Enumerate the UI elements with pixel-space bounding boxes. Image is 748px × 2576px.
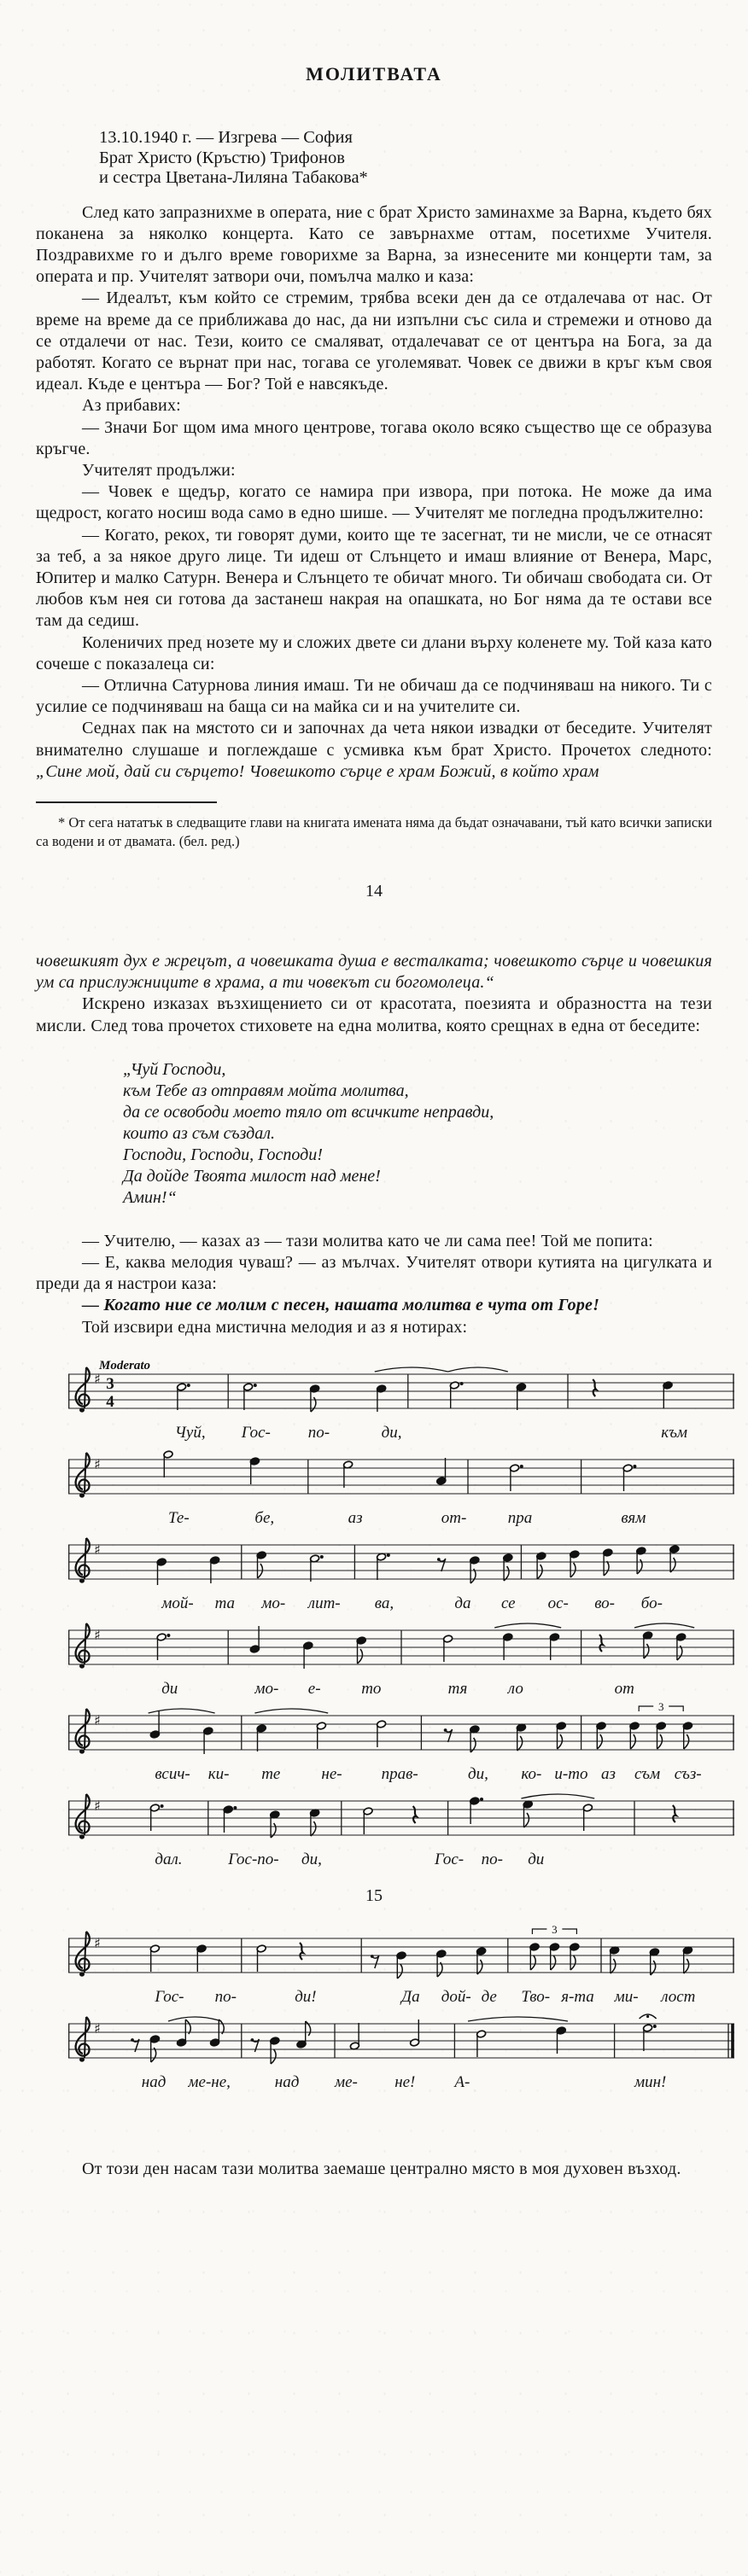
lyric-syllable: и-то (554, 1764, 588, 1783)
lyric-syllable: дал. (155, 1850, 183, 1868)
page-title: МОЛИТВАТА (306, 63, 442, 85)
lyric-syllable: ди, (301, 1850, 322, 1868)
lyric-syllable: вям (621, 1508, 646, 1527)
note (650, 1948, 660, 1975)
note (310, 1554, 324, 1582)
lyric-syllable: та (214, 1594, 236, 1612)
lyric-syllable: ме-не, (188, 2072, 231, 2091)
quarter-rest-icon (593, 1379, 596, 1396)
treble-clef-icon (76, 1932, 90, 1971)
text-run: Седнах пак на мястото си и започнах да чета някои извадки от беседите. Учителят внимателно слушаше и поглеждаше с усмивка към брат Христо. Прочетох следното: (36, 719, 712, 760)
paragraph (36, 460, 712, 481)
music-system-svg (68, 1446, 734, 1509)
paragraph (36, 525, 712, 632)
treble-clef-icon (76, 2017, 90, 2056)
triplet-number: 3 (552, 1924, 558, 1936)
note (470, 1725, 480, 1752)
lyric-syllable: ми- (614, 1987, 639, 2006)
lyric-syllable: не- (321, 1764, 342, 1783)
session-person-1: Брат Христо (Кръстю) Трифонов (99, 148, 345, 167)
note (377, 1553, 390, 1580)
quarter-rest-icon (673, 1805, 676, 1822)
note (243, 1383, 257, 1410)
text-run: Той изсвири една мистична мелодия и аз я нотирах: (82, 1317, 468, 1337)
note (363, 1807, 373, 1834)
paragraph (36, 675, 712, 718)
lyric-syllable: Гос- (435, 1850, 465, 1868)
text-run: — Значи Бог щом има много центрове, тогава около всяко същество ще се образува кръгче. (36, 417, 712, 458)
treble-clef-icon (76, 1623, 90, 1663)
lyric-syllable: ди (528, 1850, 545, 1868)
text-run: „Сине мой, дай си сърцето! Човешкото сърце е храм Божий, в който храм (36, 761, 599, 781)
lyric-syllable: пра (507, 1508, 533, 1527)
lyric-syllable: по- (481, 1850, 503, 1868)
lyric-syllable: де (481, 1987, 497, 2006)
note (503, 1553, 513, 1581)
lyric-syllable: я-та (561, 1987, 594, 2006)
treble-clef-icon (76, 1794, 90, 1833)
page-content (0, 63, 748, 2180)
quarter-rest-icon (599, 1635, 603, 1652)
note (296, 2021, 311, 2049)
page15-body-top (36, 951, 712, 1037)
sharp-icon: ♯ (94, 1626, 101, 1643)
lyric-syllable: от- (441, 1508, 467, 1527)
sharp-icon: ♯ (94, 1455, 101, 1472)
note (636, 1547, 646, 1574)
music-system-svg (68, 1702, 734, 1765)
note (396, 1951, 406, 1979)
slur (168, 2017, 221, 2021)
treble-clef-icon (76, 1367, 90, 1407)
note (163, 1450, 173, 1477)
lyric-syllable: Гос- (241, 1423, 271, 1442)
note (270, 1810, 280, 1838)
text-run: Коленичих пред нозете му и сложих двете си длани върху коленете му. Той каза като сочеше с показалеца си: (36, 632, 712, 673)
lyric-syllable: от (614, 1679, 634, 1698)
slur (149, 1709, 215, 1713)
closing-paragraph-wrap (36, 2159, 712, 2180)
note (610, 1946, 620, 1973)
note (643, 1631, 653, 1658)
session-date-line: 13.10.1940 г. — Изгрева — София (99, 128, 353, 147)
note (270, 2037, 280, 2064)
lyric-line (68, 1594, 734, 1615)
paragraph (36, 417, 712, 460)
lyric-syllable: Гос- (155, 1987, 184, 2006)
music-system (68, 1446, 734, 1530)
note (536, 1552, 546, 1579)
lyric-line (68, 1680, 734, 1700)
lyric-syllable: над (274, 2072, 300, 2091)
lyric-syllable: мин! (634, 2072, 667, 2091)
text-run: Искрено изказах възхищението си от красотата, поезията и образността на тези мисли. След това прочетох стиховете на една молитва, която срещнах в една от беседите: (36, 994, 712, 1035)
lyric-syllable: прав- (381, 1764, 418, 1783)
lyric-syllable: ди (161, 1679, 178, 1698)
note (622, 1464, 636, 1491)
note (443, 1635, 453, 1662)
lyric-syllable: ди! (295, 1987, 317, 2006)
slur (254, 1709, 328, 1713)
sharp-icon: ♯ (94, 1711, 101, 1728)
paragraph (36, 2159, 712, 2180)
slur (494, 1623, 561, 1628)
lyric-syllable: лост (661, 1987, 696, 2006)
lyric-line (68, 1765, 734, 1786)
text-run: човешкият дух е жрецът, а човешката душа е весталката; човешкото сърце и човешкия ум са прислужниците в храма, а ти човекът си богомолеца.“ (36, 951, 712, 993)
sharp-icon: ♯ (94, 1797, 101, 1814)
paragraph (36, 395, 712, 417)
music-system (68, 1531, 734, 1615)
lyric-syllable: бе, (254, 1508, 275, 1527)
note (523, 1800, 533, 1827)
note (436, 1458, 447, 1485)
page15-body-dialogue (36, 1231, 712, 1338)
music-system (68, 1702, 734, 1786)
music-system (68, 2010, 734, 2094)
lyric-syllable: ме- (335, 2072, 358, 2091)
sheet-music-block-2 (68, 1925, 734, 2094)
lyric-syllable: съм (634, 1764, 661, 1783)
lyric-syllable: се (501, 1594, 516, 1612)
lyric-syllable: ко- (521, 1764, 542, 1783)
footnote: * От сега нататък в следващите глави на книгата имената няма да бъдат означавани, тъй като всички записки са водени и от двамата. (бел. ред.) (36, 813, 712, 849)
lyric-syllable: А- (454, 2072, 470, 2091)
session-person-2: и сестра Цветана-Лиляна Табакова* (99, 168, 368, 187)
lyric-line (68, 1988, 734, 2008)
text-run: — Отлична Сатурнова линия имаш. Ти не обичаш да се подчиняваш на никого. Ти с усилие се подчиняваш на баща си на майка си и на учителите си. (36, 675, 712, 717)
lyric-syllable: во- (594, 1594, 616, 1612)
slur (468, 2017, 568, 2021)
paragraph (36, 481, 712, 524)
page-number-15: 15 (365, 1885, 383, 1905)
note (556, 1722, 566, 1749)
note (250, 1457, 260, 1484)
note (663, 1381, 673, 1408)
note (476, 2030, 487, 2057)
lyric-syllable: ло (507, 1679, 523, 1698)
lyric-syllable: ки- (207, 1764, 230, 1783)
lyric-syllable: то (361, 1679, 382, 1698)
tempo-marking: Moderato (99, 1360, 150, 1373)
footnote-separator (36, 801, 217, 803)
note (683, 1946, 693, 1973)
lyric-syllable: аз (601, 1764, 616, 1783)
paragraph (36, 288, 712, 395)
slur (634, 1623, 694, 1628)
note (470, 1797, 483, 1824)
lyric-syllable: мо- (261, 1594, 286, 1612)
text-run: Аз прибавих: (82, 396, 181, 416)
lyric-syllable: лит- (307, 1594, 341, 1612)
note (683, 1722, 693, 1749)
note (177, 1383, 190, 1410)
note (450, 1381, 464, 1408)
lyric-line (68, 2073, 734, 2094)
lyric-syllable: ва, (374, 1594, 394, 1612)
note (570, 1550, 580, 1577)
music-system-svg (68, 1787, 734, 1850)
text-run: — Когато, рекох, ти говорят думи, които ще те засегнат, ти не мисли, че се отнасят за теб, а за някое друго лице. Ти идеш от Слънцето и имаш влияние от Венера, Марс, Юпитер и малко Сатурн. Венера и Слънцето те обичат много. Ти обичаш свободата си. От любов към нея си готова да застанеш накрая на опашката, но Бог няма да те остави все там да седиш. (36, 525, 712, 631)
note (343, 1460, 354, 1488)
lyric-syllable: ос- (547, 1594, 569, 1612)
lyric-syllable: Чуй, (174, 1423, 206, 1442)
sharp-icon: ♯ (94, 1934, 101, 1951)
poem-line: Господи, Господи, Господи! (123, 1145, 323, 1164)
paragraph (36, 718, 712, 783)
quarter-rest-icon (413, 1806, 417, 1823)
lyric-line (68, 1850, 734, 1871)
lyric-syllable: да (454, 1594, 471, 1612)
text-run: — Учителю, — казах аз — тази молитва като че ли сама пее! Той ме попита: (82, 1231, 653, 1250)
lyric-syllable: по- (214, 1987, 237, 2006)
note (550, 1943, 560, 1970)
music-system (68, 1361, 734, 1444)
paragraph (36, 1295, 712, 1316)
note (310, 1384, 320, 1412)
sharp-icon: ♯ (94, 1541, 101, 1558)
lyric-syllable: дой- (441, 1987, 471, 2006)
lyric-syllable: ди, (381, 1423, 402, 1442)
lyric-line (68, 1509, 734, 1530)
poem-line: към Тебе аз отправям мойта молитва, (123, 1081, 409, 1100)
note (476, 1947, 487, 1974)
text-run: — Човек е щедър, когато се намира при извора, при потока. Не може да има щедрост, когато носиш вода само в едно шише. — Учителят ме погледна продължително: (36, 482, 712, 523)
note (196, 1944, 207, 1972)
music-system-svg (68, 1617, 734, 1680)
text-run: — Е, каква мелодия чуваш? — аз мълчах. Учителят отвори кутията на цигулката и преди да я настрои каза: (36, 1253, 712, 1294)
note (529, 1943, 540, 1970)
poem-line: Да дойде Твоята милост над мене! (123, 1166, 381, 1186)
eighth-rest-icon (437, 1558, 446, 1571)
text-run: — Когато ние се молим с песен, нашата молитва е чута от Горе! (82, 1296, 600, 1315)
note (256, 1551, 266, 1578)
paragraph (36, 202, 712, 288)
note (156, 1558, 167, 1585)
lyric-syllable: Да (401, 1987, 420, 2006)
note (629, 1722, 640, 1749)
lyric-syllable: по- (307, 1423, 330, 1442)
note (256, 1724, 266, 1751)
lyric-syllable: те (261, 1764, 281, 1783)
quarter-rest-icon (300, 1943, 303, 1960)
text-run: След като запразнихме в операта, ние с брат Христо заминахме за Варна, където бях поканена за няколко концерта. Като се завърнахме оттам, посетихме Учителя. Поздравихме го и дълго време говорихме за Варна, за изнесените ми концерти там, за операта и пр. Учителят затвори очи, помълча малко и каза: (36, 202, 712, 287)
music-system-svg (68, 2010, 734, 2073)
eighth-rest-icon (371, 1955, 379, 1968)
treble-clef-icon (76, 1453, 90, 1492)
note (669, 1545, 680, 1572)
note (517, 1723, 527, 1751)
music-system (68, 1617, 734, 1700)
lyric-syllable: бо- (640, 1594, 663, 1612)
lyric-syllable: над (141, 2072, 167, 2091)
poem-line: които аз съм създал. (123, 1123, 275, 1143)
text-run: От този ден насам тази молитва заемаше централно място в моя духовен възход. (82, 2159, 681, 2178)
paragraph (36, 951, 712, 994)
slur (375, 1367, 448, 1372)
lyric-syllable: към (661, 1423, 688, 1442)
note (517, 1383, 527, 1410)
sheet-music-block-1 (68, 1361, 734, 1871)
paragraph (36, 632, 712, 675)
treble-clef-icon (76, 1709, 90, 1748)
triplet-number: 3 (657, 1701, 664, 1713)
treble-clef-icon (76, 1538, 90, 1577)
text-run: Учителят продължи: (82, 460, 236, 480)
paragraph (36, 994, 712, 1036)
music-system-svg (68, 1925, 734, 1988)
lyric-syllable: не! (394, 2072, 416, 2091)
lyric-syllable: е- (307, 1679, 321, 1698)
note (596, 1722, 606, 1749)
text-run: — Идеалът, към който се стремим, трябва всеки ден да се отдалечава от нас. От време на време да се приближава до нас, да ни изпълни със сила и стремежи и отново да се отдалечи от нас. Тези, които се смаляват, отдалечават се от центъра на Бога, за да работят. Когато се върнат при нас, тогава се уголемяват. Човек се движи в кръг към своя идеал. Къде е центъра — Бог? Той е навсякъде. (36, 288, 712, 394)
lyric-syllable: Гос-по- (228, 1850, 279, 1868)
eighth-rest-icon (444, 1728, 453, 1742)
music-system (68, 1787, 734, 1871)
note (256, 1944, 266, 1972)
note (570, 1943, 580, 1970)
note (150, 1944, 161, 1972)
paragraph (36, 1252, 712, 1295)
lyric-syllable: мо- (254, 1679, 279, 1698)
prayer-poem (123, 1059, 712, 1209)
lyric-syllable: аз (348, 1508, 363, 1527)
music-system-svg (68, 1531, 734, 1594)
sharp-icon: ♯ (94, 2019, 101, 2037)
page-number-14: 14 (365, 881, 383, 900)
note (356, 1636, 366, 1664)
note (223, 1805, 237, 1833)
lyric-syllable: мой- (161, 1594, 194, 1612)
note (377, 1720, 387, 1747)
note (310, 1809, 320, 1836)
note (643, 2024, 657, 2051)
slur (521, 1794, 594, 1798)
note (377, 1384, 387, 1412)
poem-line: да се освободи моето тяло от всичките неправди, (123, 1102, 494, 1122)
lyric-syllable: Те- (168, 1508, 190, 1527)
paragraph (36, 1317, 712, 1338)
page14-body (36, 202, 712, 783)
lyric-syllable: Тво- (521, 1987, 551, 2006)
time-signature: 4 (106, 1392, 114, 1411)
session-header (99, 128, 712, 189)
time-signature: 3 (106, 1374, 114, 1393)
note (350, 2023, 360, 2050)
paragraph (36, 1231, 712, 1252)
sharp-icon: ♯ (94, 1370, 101, 1387)
lyric-syllable: всич- (155, 1764, 190, 1783)
music-system (68, 1925, 734, 2008)
poem-line: Амин!“ (123, 1187, 177, 1207)
note (656, 1722, 666, 1749)
slur (448, 1367, 508, 1372)
lyric-syllable: съз- (674, 1764, 702, 1783)
lyric-syllable: ди, (468, 1764, 488, 1783)
music-system-svg (68, 1361, 734, 1424)
lyric-line (68, 1424, 734, 1444)
note (317, 1722, 327, 1749)
note (510, 1464, 523, 1491)
lyric-syllable: тя (447, 1679, 468, 1698)
poem-line: „Чуй Господи, (123, 1059, 226, 1079)
